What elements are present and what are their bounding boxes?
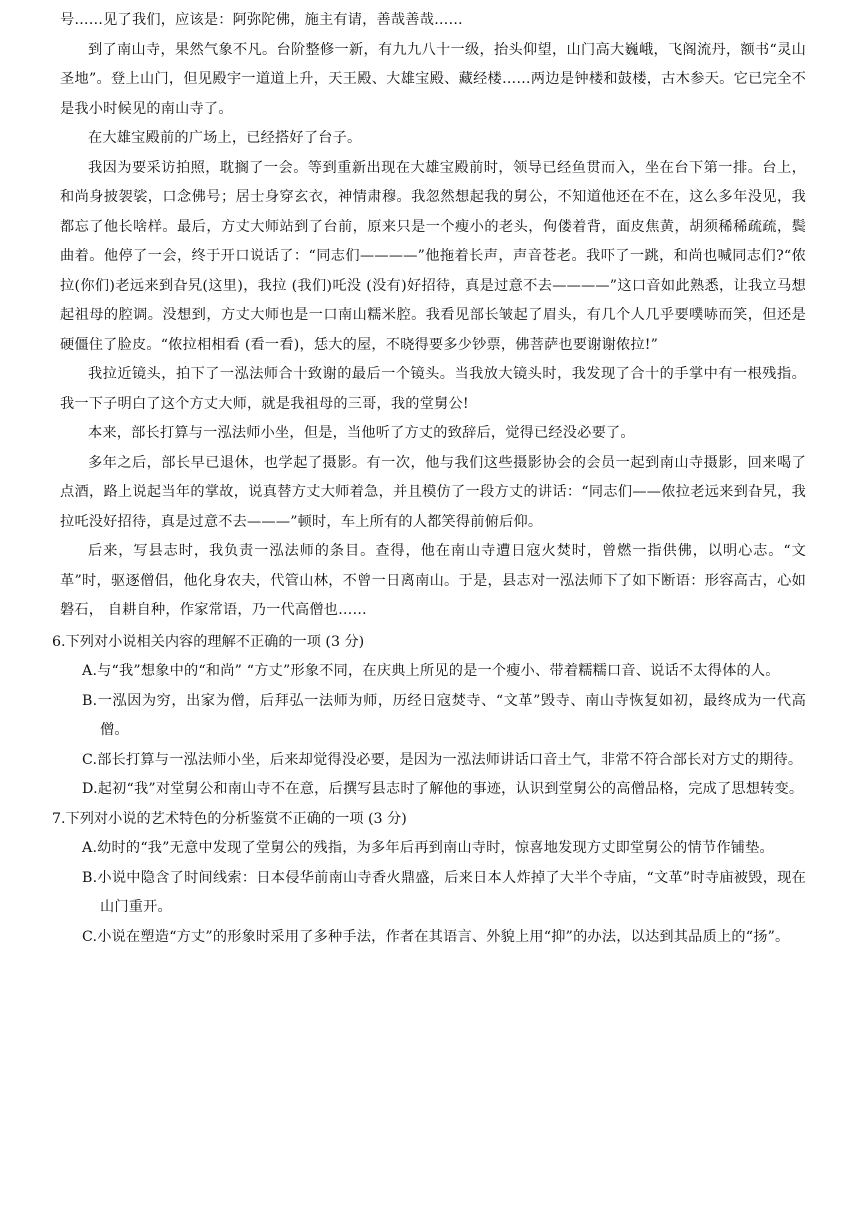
- passage-paragraph: 号……见了我们，应该是：阿弥陀佛，施主有请，善哉善哉……: [60, 12, 463, 28]
- question-6-option-d: D.起初“我”对堂舅公和南山寺不在意，后撰写县志时了解他的事迹，认识到堂舅公的高僧品格，完成了思想转变。: [82, 781, 804, 797]
- passage-paragraph: 后来，写县志时，我负责一泓法师的条目。查得，他在南山寺遭日寇火焚时，曾燃一指供佛，以明心志。“文革”时，驱逐僧侣，他化身农夫，代管山林，不曾一日离南山。于是，县志对一泓法师下了如下断语：形容高古，心如磐石， 自耕自种，作家常语，乃一代高僧也……: [60, 543, 806, 618]
- passage-paragraph: 我拉近镜头，拍下了一泓法师合十致谢的最后一个镜头。当我放大镜头时，我发现了合十的手掌中有一根残指。我一下子明白了这个方丈大师，就是我祖母的三哥，我的堂舅公!: [60, 366, 806, 412]
- question-6-option-c: C.部长打算与一泓法师小坐，后来却觉得没必要，是因为一泓法师讲话口音土气，非常不符合部长对方丈的期待。: [82, 751, 803, 768]
- question-7-option-b: B.小说中隐含了时间线索：日本侵华前南山寺香火鼎盛，后来日本人炸掉了大半个寺庙，“文革”时寺庙被毁，现在山门重开。: [82, 869, 806, 915]
- question-7-option-a: A.幼时的“我”无意中发现了堂舅公的残指，为多年后再到南山寺时，惊喜地发现方丈即堂舅公的情节作铺垫。: [82, 840, 774, 856]
- question-6-stem: 6.下列对小说相关内容的理解不正确的一项 (3 分): [52, 633, 365, 650]
- passage: [60, 6, 806, 626]
- question-7-stem: 7.下列对小说的艺术特色的分析鉴赏不正确的一项 (3 分): [52, 810, 407, 827]
- question-6-option-a: A.与“我”想象中的“和尚” “方丈”形象不同，在庆典上所见的是一个瘦小、带着糯糯口音、说话不太得体的人。: [82, 663, 780, 679]
- question-6-option-b: B.一泓因为穷，出家为僧，后拜弘一法师为师，历经日寇焚寺、“文革”毁寺、南山寺恢复如初，最终成为一代高僧。: [82, 692, 806, 738]
- passage-paragraph: 我因为要采访拍照，耽搁了一会。等到重新出现在大雄宝殿前时，领导已经鱼贯而入，坐在台下第一排。台上，和尚身披袈裟，口念佛号；居士身穿玄衣，神情肃穆。我忽然想起我的舅公，不知道他还在不在，这么多年没见，我都忘了他长啥样。最后，方丈大师站到了台前，原来只是一个瘦小的老头，佝偻着背，面皮焦黄，胡须稀稀疏疏，鬓曲着。他停了一会，终于开口说话了：“同志们————”他拖着长声，声音苍老。我吓了一跳，和尚也喊同志们?“侬拉(你们)老远来到旮旯(这里)，我拉 (我们)吒没 (没有)好招待，真是过意不去————”这口音如此熟悉，让我立马想起祖母的腔调。没想到，方丈大师也是一口南山糯米腔。我看见部长皱起了眉头，有几个人几乎要噗哧而笑，但还是硬僵住了脸皮。“侬拉相相看 (看一看)，恁大的屋，不晓得要多少钞票，佛菩萨也要谢谢侬拉!”: [60, 159, 806, 353]
- passage-paragraph: 本来，部长打算与一泓法师小坐，但是，当他听了方丈的致辞后，觉得已经没必要了。: [88, 425, 635, 441]
- passage-paragraph: 到了南山寺，果然气象不凡。台阶整修一新，有九九八十一级，抬头仰望，山门高大巍峨，飞阁流丹，额书“灵山圣地”。登上山门，但见殿宇一道道上升，天王殿、大雄宝殿、藏经楼……两边是钟楼和鼓楼，古木参天。它已完全不是我小时候见的南山寺了。: [60, 41, 806, 117]
- questions-section: [52, 628, 806, 953]
- question-7-option-c: C.小说在塑造“方丈”的形象时采用了多种手法，作者在其语言、外貌上用“抑”的办法，以达到其品质上的“扬”。: [82, 928, 790, 945]
- passage-paragraph: 多年之后，部长早已退休，也学起了摄影。有一次，他与我们这些摄影协会的会员一起到南山寺摄影，回来喝了点酒，路上说起当年的掌故，说真替方丈大师着急，并且模仿了一段方丈的讲话：“同志们——侬拉老远来到旮旯，我拉吒没好招待，真是过意不去———”顿时，车上所有的人都笑得前俯后仰。: [60, 454, 806, 530]
- passage-paragraph: 在大雄宝殿前的广场上，已经搭好了台子。: [88, 130, 362, 146]
